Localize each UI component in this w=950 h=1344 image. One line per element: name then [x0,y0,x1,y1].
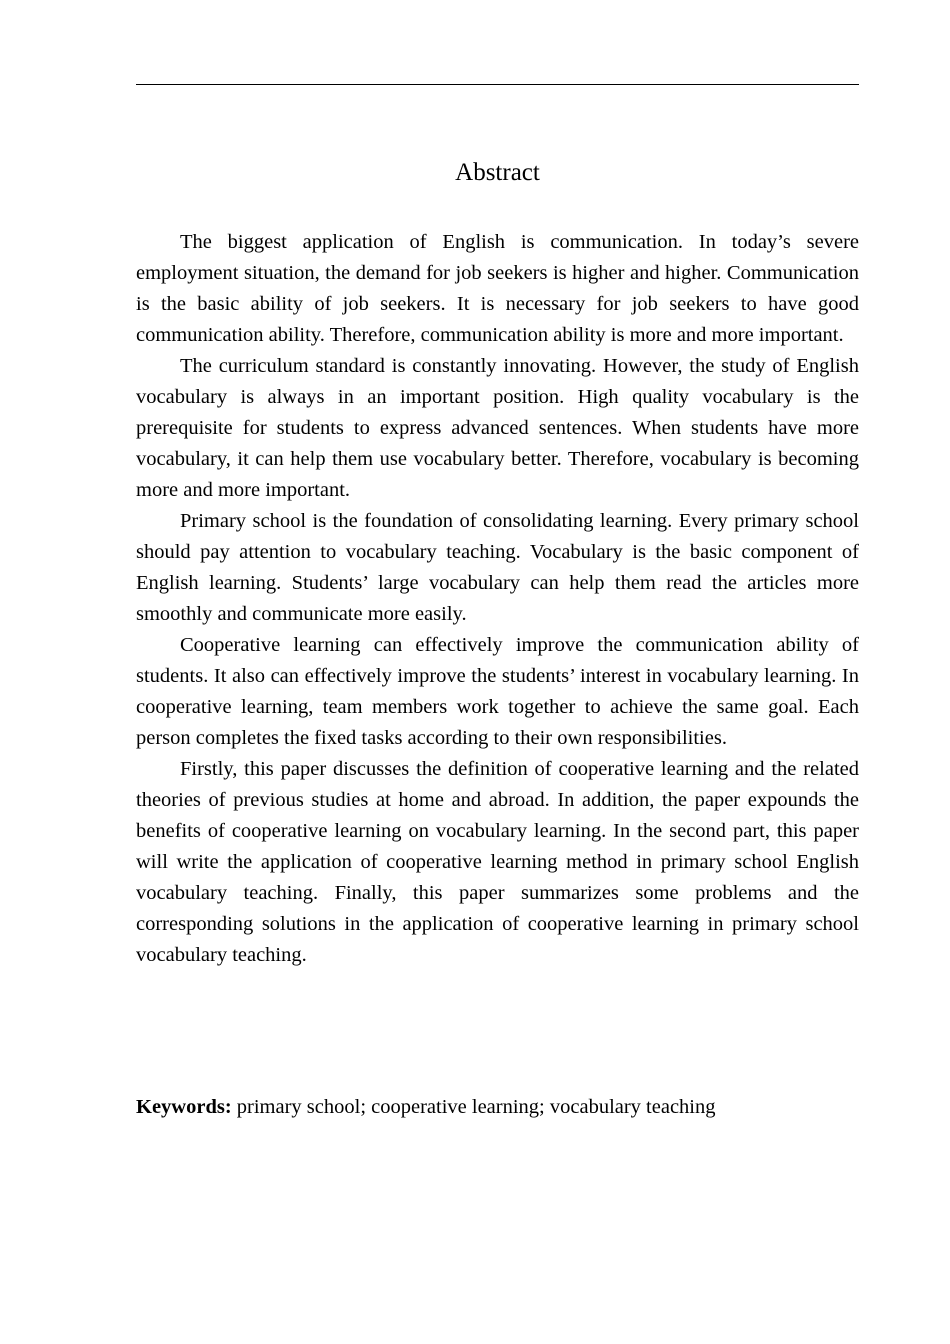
abstract-body [136,227,859,971]
header-rule [136,84,859,85]
abstract-paragraph-3: Primary school is the foundation of consolidating learning. Every primary school should pay attention to vocabulary teaching. Vocabulary is the basic component of English learning. Students’ large vocabulary can help them read the articles more smoothly and communicate more easily. [136,510,859,625]
abstract-paragraph-5: Firstly, this paper discusses the definition of cooperative learning and the related theories of previous studies at home and abroad. In addition, the paper expounds the benefits of cooperative learning on vocabulary learning. In the second part, this paper will write the application of cooperative learning method in primary school English vocabulary teaching. Finally, this paper summarizes some problems and the corresponding solutions in the application of cooperative learning in primary school vocabulary teaching. [136,758,859,966]
keywords-line [136,1092,859,1123]
abstract-paragraph-4: Cooperative learning can effectively improve the communication ability of students. It also can effectively improve the students’ interest in vocabulary learning. In cooperative learning, team members work together to achieve the same goal. Each person completes the fixed tasks according to their own responsibilities. [136,634,859,749]
keywords-label: Keywords: [136,1096,232,1118]
abstract-title: Abstract [455,159,540,186]
abstract-paragraph-2: The curriculum standard is constantly innovating. However, the study of English vocabulary is always in an important position. High quality vocabulary is the prerequisite for students to express advanced sentences. When students have more vocabulary, it can help them use vocabulary better. Therefore, vocabulary is becoming more and more important. [136,355,859,501]
keywords-value: primary school; cooperative learning; vocabulary teaching [231,1096,716,1118]
abstract-paragraph-1: The biggest application of English is communication. In today’s severe employment situation, the demand for job seekers is higher and higher. Communication is the basic ability of job seekers. It is necessary for job seekers to have good communication ability. Therefore, communication ability is more and more important. [136,231,859,346]
